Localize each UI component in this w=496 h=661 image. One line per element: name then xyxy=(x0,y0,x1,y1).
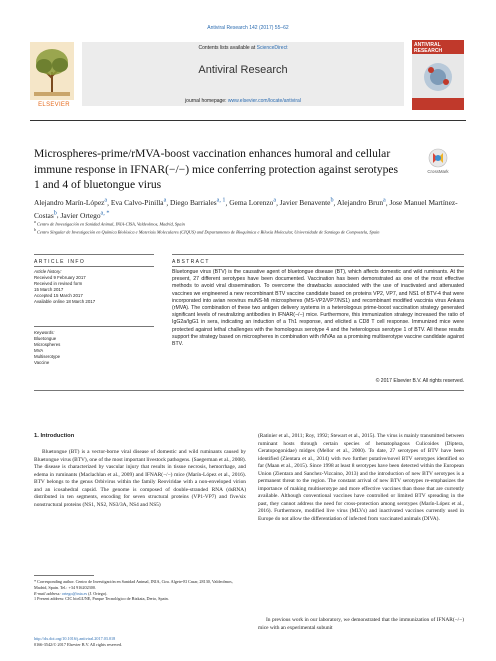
elsevier-tree-logo xyxy=(30,42,74,100)
keywords-label: Keywords: xyxy=(34,330,55,335)
email-link[interactable]: ortego@inia.es xyxy=(61,590,88,596)
email-line: E-mail address: ortego@inia.es (J. Ortego). xyxy=(34,590,108,596)
author[interactable]: Diego Barriales$^{a, 1}$ xyxy=(170,198,226,208)
crossmark-badge[interactable] xyxy=(418,148,458,178)
crossmark-icon xyxy=(428,148,448,168)
section-heading-introduction: 1. Introduction xyxy=(34,433,75,439)
doi-link[interactable]: http://dx.doi.org/10.1016/j.antiviral.2017.03.018 xyxy=(34,636,116,641)
article-title: Microspheres-prime/rMVA-boost vaccination enhances humoral and cellular immune response in IFNAR(−/−) mice conferring protection against serotypes 1 and 4 of bluetongue virus xyxy=(34,147,399,191)
affiliation: $^b$ Centro Singular de Investigación en Química Biolóxica e Materiais Moleculares (CIQUS) and Departamento de Bioquímica e Biloxía Molecular, Universidade de Santiago de Compostela, Spain xyxy=(34,228,380,235)
abstract-text: Bluetongue virus (BTV) is the causative agent of bluetongue disease (BT), which affects domestic and wild ruminants. At the present, 27 different serotypes have been documented. Vaccination has been demonstrated as one of the most effective methods to avoid viral dissemination. To overcome the drawbacks associated with the use of inactivated and attenuated vaccines we engineered a new recombinant BTV vaccine candidate based on proteins VP2, VP7, and NS1 of BTV-4 that were incorporated into avian reovirus muNS-Mi microspheres (MS-VP2/VP7/NS1) and recombinant modified vaccinia virus Ankara (rMVA). The combination of these two antigen delivery systems in a heterologous prime-boost vaccination strategy generated significant levels of neutralizing antibodies in IFNAR(−/−) mice. Furthermore, this immunization strategy increased the ratio of IgG2a/IgG1 in sera, indicating an induction of a Th1 response, and elicited a CD8 T cell response. Immunized mice were protected against lethal challenges with the homologous serotype 4 and the heterologous serotype 1 of BTV. All these results support the strategy based on microspheres in combination with rMVAs as a promising multiserotype vaccine candidate against BTV. xyxy=(172,269,464,348)
corresponding-author-note: * Corresponding author. Centro de Investigación en Sanidad Animal, INIA, Ctra. Algete-El Casar, 28130, Valdeolmos, Madrid, Spain. Tel.: +34 916202300. xyxy=(34,579,233,590)
keywords-rule xyxy=(34,326,154,327)
author[interactable]: Javier Ortego$^{a, *}$ xyxy=(60,210,110,220)
author[interactable]: Eva Calvo-Pinilla$^a$ xyxy=(110,198,167,208)
abstract-rule-bottom xyxy=(34,390,464,391)
abstract-rule xyxy=(172,266,464,267)
intro-paragraph-left: Bluetongue (BT) is a vector-borne viral disease of domestic and wild ruminants caused by Bluetongue virus (BTV), one of the most important livestock pathogens. (Saegerman et al., 2008). The disease is characterized by vascular injury that results in tissue necrosis, hemorrhage, and edema in ruminants (Maclachlan et al., 2009) and IFNAR(−/−) mice (Marín-López et al., 2016). BTV belongs to the genus Orbivirus within the family Reoviridae with a non-enveloped virion and an icosahedral capsid. The genome is composed of double-stranded RNA (dsRNA) distributed in ten segments, encoding for seven structural proteins (VP1-VP7) and five/six nonstructural proteins (NS1, NS2, NS3/3A, NS4 and NS5) xyxy=(34,449,246,508)
affiliation: $^a$ Centro de Investigación en Sanidad Animal, INIA-CISA, Valdeolmos, Madrid, Spain xyxy=(34,220,185,227)
keywords xyxy=(34,330,154,365)
keyword: Microspheres xyxy=(34,341,61,347)
author-list: Alejandro Marín-López$^a$, Eva Calvo-Pinilla$^a$, Diego Barriales$^{a, 1}$, Gema Lorenzo$^a$, Javier Benavente$^b$, Alejandro Brun$^a$, Jose Manuel Martínez-Costas$^b$, Javier Ortego$^{a, *}$ xyxy=(34,198,458,220)
intro-paragraph-right-2: In previous work in our laboratory, we demonstrated that the immunization of IFNAR(−/−) mice with an experimental subunit xyxy=(258,617,464,631)
keyword: Multiserotype xyxy=(34,353,61,359)
journal-homepage: journal homepage: www.elsevier.com/locate/antiviral xyxy=(185,98,301,104)
homepage-link[interactable]: www.elsevier.com/locate/antiviral xyxy=(227,98,301,104)
keyword: MVA xyxy=(34,347,44,353)
sciencedirect-link[interactable]: ScienceDirect xyxy=(256,45,288,51)
article-history xyxy=(34,269,154,304)
contents-line: Contents lists available at ScienceDirect xyxy=(198,45,288,51)
masthead-rule xyxy=(30,120,466,121)
author[interactable]: Jose Manuel Martínez-Costas$^b$ xyxy=(34,198,458,220)
crossmark-label: CrossMark xyxy=(427,169,449,174)
history-line: Received in revised form xyxy=(34,280,83,286)
cover-title: ANTIVIRAL RESEARCH xyxy=(414,42,443,54)
issn-line: 0166-3542/© 2017 Elsevier B.V. All rights reserved. xyxy=(34,641,123,647)
copyright: © 2017 Elsevier B.V. All rights reserved. xyxy=(375,378,464,384)
author[interactable]: Gema Lorenzo$^a$ xyxy=(229,198,277,208)
keyword: Vaccine xyxy=(34,359,50,365)
author[interactable]: Alejandro Marín-López$^a$ xyxy=(34,198,108,208)
author[interactable]: Javier Benavente$^b$ xyxy=(279,198,334,208)
cover-virus-image xyxy=(420,60,456,94)
journal-header-band xyxy=(82,42,404,106)
footnotes xyxy=(34,579,246,602)
doi-block xyxy=(34,636,246,648)
article-info-rule-top xyxy=(34,254,154,255)
journal-reference[interactable]: Antiviral Research 142 (2017) 55–62 xyxy=(207,25,289,31)
footnote-rule xyxy=(34,575,94,576)
history-label: Article history: xyxy=(34,269,62,274)
article-info-heading: ARTICLE INFO xyxy=(34,259,86,265)
journal-title: Antiviral Research xyxy=(198,64,288,76)
affiliations xyxy=(34,219,464,236)
intro-paragraph-right: (Ratinier et al., 2011; Roy, 1992; Stewart et al., 2015). The virus is mainly transmitted between ruminant hosts through certain species of hematophagous Culicoides (Diptera, Ceratopogonidae) midges (Mellor et al., 2000). To date, 27 serotypes of BTV have been identified (Zientara et al., 2014) with two further putative/novel BTV serotypes identified so far (Maan et al., 2015). Since 1998 at least 8 serotypes have been detected within the European Union (Zientara and Sanchez-Vizcaino, 2013) and the introduction of new BTV serotypes is a permanent threat to the region. The constant arrival of new BTV serotypes re-emphasizes the importance of making multiserotype and more effective vaccines than those that are currently available. Although conventional vaccines have controlled or limited BTV spreading in the past, they cannot address the need for cross-protection among serotypes (Marín-López et al., 2016). Furthermore, modified live virus (MLVs) and inactivated vaccines currently used in Europe do not allow the differentiation of infected from vaccinated animals (DIVA). xyxy=(258,433,464,522)
journal-cover xyxy=(412,40,464,110)
masthead xyxy=(30,40,466,112)
history-line: 15 March 2017 xyxy=(34,286,64,292)
keyword: Bluetongue xyxy=(34,335,57,341)
present-address-note: 1 Present address: CIC bioGUNE, Parque Tecnológico de Bizkaia, Derio, Spain. xyxy=(34,596,169,602)
abstract-rule-top xyxy=(172,254,464,255)
history-line: Received 9 February 2017 xyxy=(34,274,86,280)
publisher-name: ELSEVIER xyxy=(38,102,70,108)
author[interactable]: Alejandro Brun$^a$ xyxy=(336,198,386,208)
article-info-rule xyxy=(34,266,154,267)
history-line: Accepted 15 March 2017 xyxy=(34,292,83,298)
history-line: Available online 18 March 2017 xyxy=(34,298,96,304)
abstract-heading: ABSTRACT xyxy=(172,259,210,265)
